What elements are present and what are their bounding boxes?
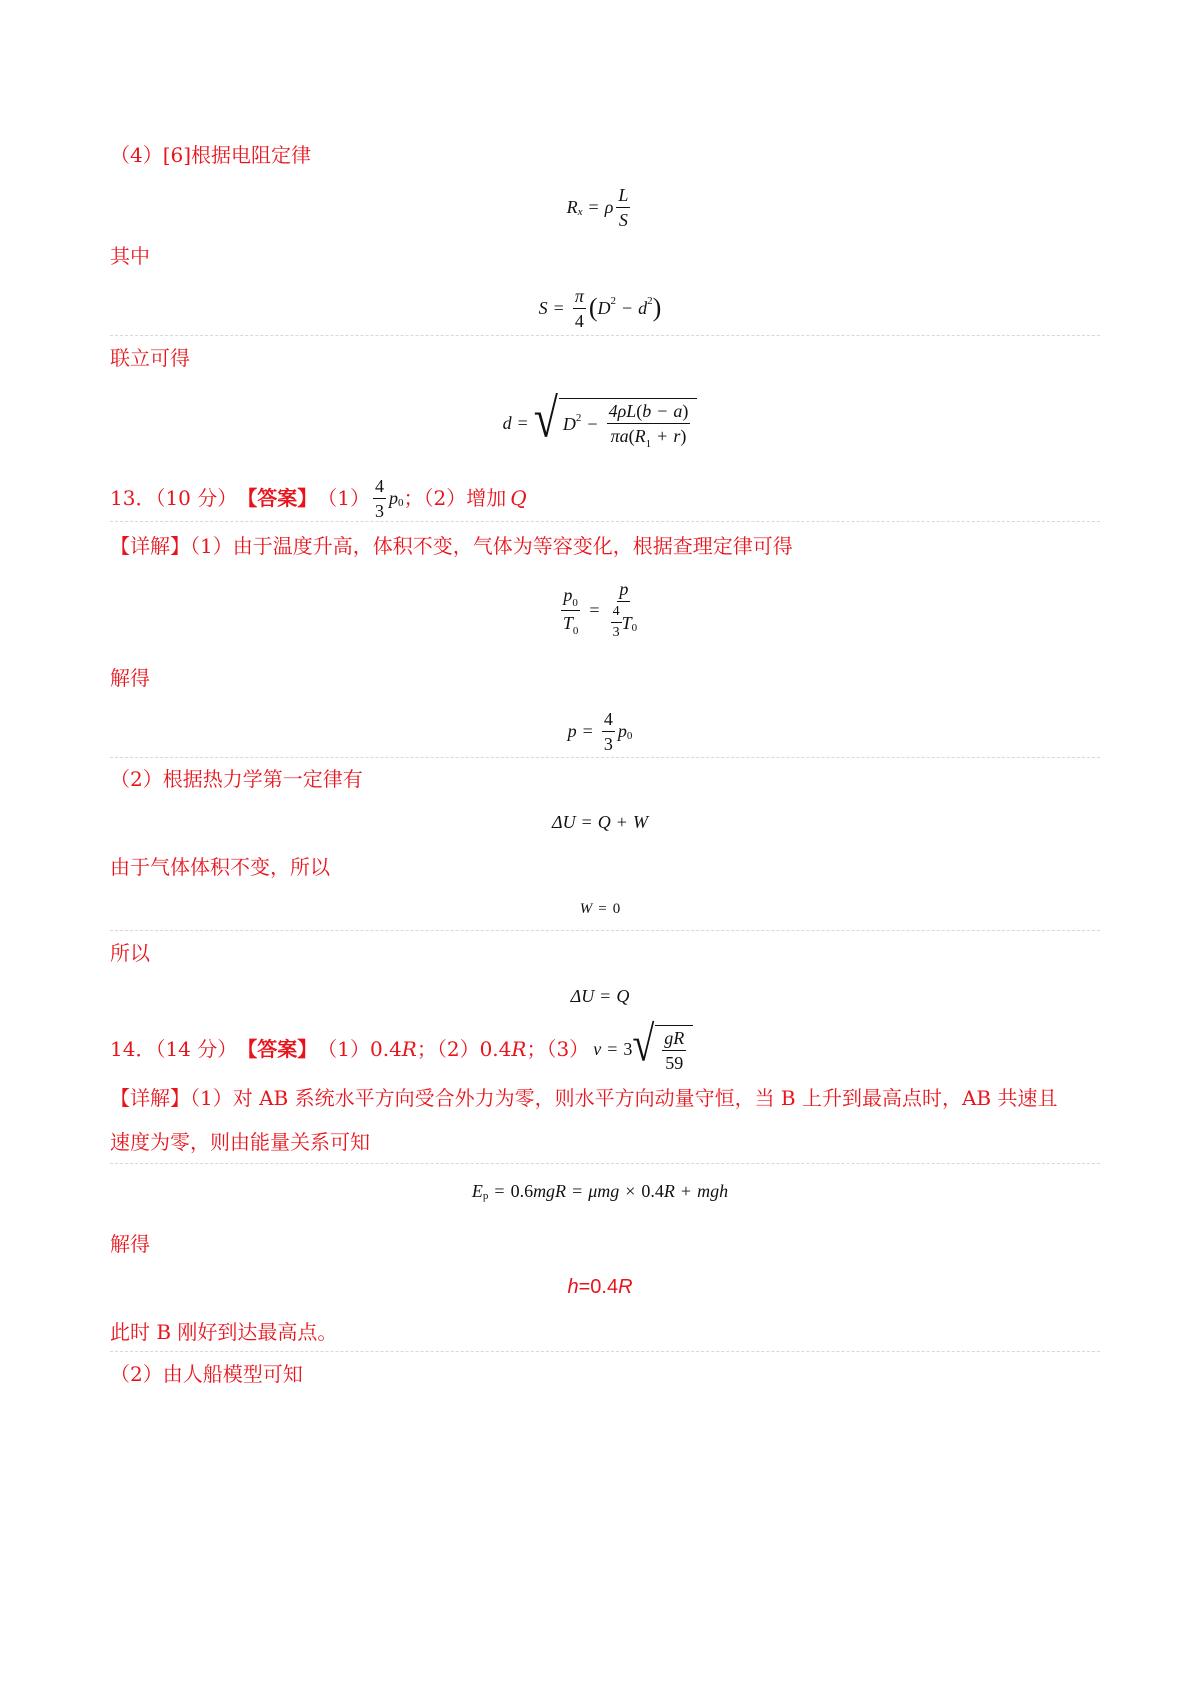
q13-answer-tag: 【答案】 [237,486,318,510]
text-suoyi: 所以 [110,941,150,965]
q13-part1: （1） [317,486,370,510]
q14-answer-tag: 【答案】 [237,1037,318,1061]
divider [110,521,1100,522]
text-jiede-2: 解得 [110,1232,150,1256]
equation-charles: $\frac{p_0}{T_0}$ = p $\frac{4}{3}$ T 0 [562,579,638,640]
equation-h-result: h=0.4R [567,1275,633,1298]
equation-area: S = $\frac{\pi}{4}$ ( D 2 − d 2 ) [538,285,662,331]
equation-resistance-law: R x = ρ $\frac{L}{S}$ [566,184,629,230]
q13-answer-frac: $\frac{4}{3}$ p 0 [375,475,404,521]
q13-answer-line [110,475,527,521]
q13-number: 13．（10 分） [110,486,238,510]
q13-volume-text: 由于气体体积不变，所以 [110,855,330,879]
text-lianli: 联立可得 [110,346,190,370]
q14-answer-line: 14．（14 分） 【答案】 （1）0.4 R ；（2）0.4 R ；（3） v = 3 √ $\frac{gR}{59}$ [110,1024,693,1074]
divider [110,757,1100,758]
q14-part2-intro: （2）由人船模型可知 [110,1362,303,1386]
divider [110,1163,1100,1164]
q14-detail-line2: 速度为零，则由能量关系可知 [110,1130,370,1154]
q14-b-highest: 此时 B 刚好到达最高点。 [110,1320,338,1344]
q14-answer-3: ；（3） [526,1037,590,1061]
q14-detail-line1: 【详解】（1）对 AB 系统水平方向受合外力为零，则水平方向动量守恒，当 B 上升到最高点时，AB 共速且 [110,1086,1058,1110]
q14-number: 14．（14 分） [110,1037,238,1061]
divider [110,930,1100,931]
q13-part2: ；（2）增加 [403,486,507,510]
q13-detail: 【详解】（1）由于温度升高，体积不变，气体为等容变化，根据查理定律可得 [110,534,793,558]
equation-first-law: ΔU = Q + W [552,811,648,832]
divider [110,335,1100,336]
equation-d: d = √ D 2 − $\frac{4\rho L(b - a)}{\pi a(R_1 + r)}$ [0,387,1200,459]
equation-du-q: ΔU = Q [570,985,630,1006]
q13-answer-Q: Q [510,486,527,510]
text-jiede-1: 解得 [110,666,150,690]
text-qizhong: 其中 [110,244,150,268]
q14-velocity-formula: v = 3 √ $\frac{gR}{59}$ [593,1025,693,1073]
q13-part2-intro: （2）根据热力学第一定律有 [110,767,363,791]
equation-w-zero: W = 0 [579,900,621,917]
divider [110,1351,1100,1352]
equation-p-result: p = $\frac{4}{3}$ p 0 [567,708,633,754]
q14-answer-1: （1）0.4 [317,1037,402,1061]
q14-answer-2: ；（2）0.4 [416,1037,512,1061]
part4-intro: （4）[6]根据电阻定律 [110,143,312,167]
equation-energy: E p = 0.6 mgR = μ mg × 0.4 R + mgh [471,1180,729,1202]
